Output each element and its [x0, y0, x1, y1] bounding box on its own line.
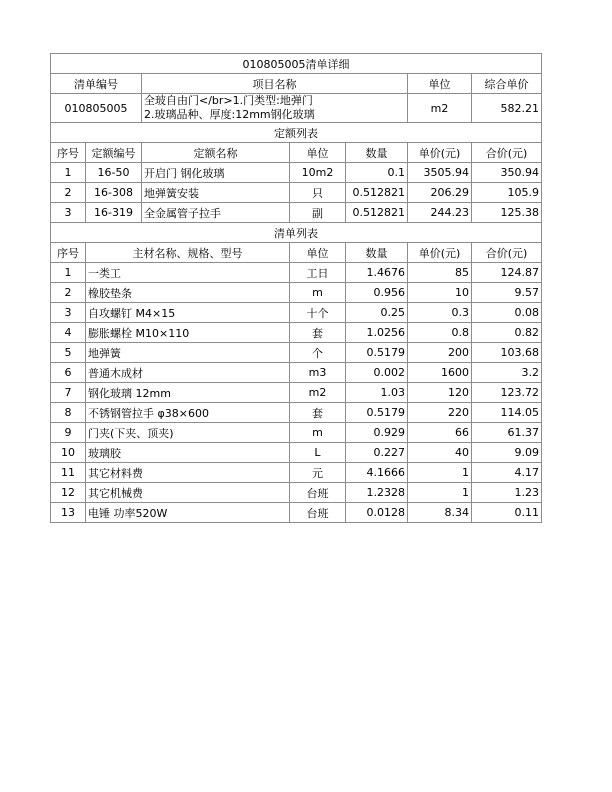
quota-col-no: 序号 — [51, 143, 86, 163]
quota-price: 244.23 — [408, 203, 472, 223]
material-unit: 套 — [290, 403, 346, 423]
material-name: 其它机械费 — [86, 483, 290, 503]
material-unit: 工日 — [290, 263, 346, 283]
material-price: 1600 — [408, 363, 472, 383]
material-col-unit: 单位 — [290, 243, 346, 263]
material-row — [51, 403, 542, 423]
material-no: 8 — [51, 403, 86, 423]
material-price: 220 — [408, 403, 472, 423]
unit-header: 单位 — [408, 74, 472, 94]
material-qty: 0.5179 — [346, 403, 408, 423]
item-row — [51, 94, 542, 123]
material-unit: 台班 — [290, 483, 346, 503]
quota-code: 16-308 — [86, 183, 142, 203]
material-qty: 1.4676 — [346, 263, 408, 283]
material-total: 124.87 — [472, 263, 542, 283]
material-total: 61.37 — [472, 423, 542, 443]
quota-section-title: 定额列表 — [51, 123, 542, 143]
material-row — [51, 503, 542, 523]
material-price: 0.3 — [408, 303, 472, 323]
quota-no: 1 — [51, 163, 86, 183]
material-unit: 台班 — [290, 503, 346, 523]
material-total: 0.11 — [472, 503, 542, 523]
material-name: 钢化玻璃 12mm — [86, 383, 290, 403]
material-total: 3.2 — [472, 363, 542, 383]
material-row — [51, 323, 542, 343]
material-row — [51, 483, 542, 503]
material-name: 普通木成材 — [86, 363, 290, 383]
quota-code: 16-50 — [86, 163, 142, 183]
material-qty: 1.03 — [346, 383, 408, 403]
quota-name: 地弹簧安装 — [142, 183, 290, 203]
material-total: 1.23 — [472, 483, 542, 503]
material-qty: 1.0256 — [346, 323, 408, 343]
material-unit: 套 — [290, 323, 346, 343]
material-qty: 0.002 — [346, 363, 408, 383]
material-no: 2 — [51, 283, 86, 303]
material-section-title-row — [51, 223, 542, 243]
material-no: 11 — [51, 463, 86, 483]
material-price: 66 — [408, 423, 472, 443]
item-description — [142, 94, 408, 123]
material-unit: 元 — [290, 463, 346, 483]
material-price: 120 — [408, 383, 472, 403]
material-qty: 0.25 — [346, 303, 408, 323]
material-row — [51, 303, 542, 323]
material-price: 40 — [408, 443, 472, 463]
quota-col-price: 单价(元) — [408, 143, 472, 163]
material-row — [51, 283, 542, 303]
material-row — [51, 463, 542, 483]
material-unit: L — [290, 443, 346, 463]
sheet-title: 010805005清单详细 — [51, 54, 542, 74]
material-col-name: 主材名称、规格、型号 — [86, 243, 290, 263]
title-row — [51, 54, 542, 74]
material-row — [51, 263, 542, 283]
item-header-row — [51, 74, 542, 94]
quota-row — [51, 203, 542, 223]
quota-unit: 副 — [290, 203, 346, 223]
material-row — [51, 443, 542, 463]
material-col-no: 序号 — [51, 243, 86, 263]
material-name: 门夹(下夹、顶夹) — [86, 423, 290, 443]
material-price: 1 — [408, 463, 472, 483]
material-name: 一类工 — [86, 263, 290, 283]
quota-no: 2 — [51, 183, 86, 203]
material-unit: m — [290, 423, 346, 443]
material-qty: 0.227 — [346, 443, 408, 463]
material-col-qty: 数量 — [346, 243, 408, 263]
quota-unit: 只 — [290, 183, 346, 203]
item-description-line1: 全玻自由门</br>1.门类型:地弹门 — [144, 94, 313, 107]
material-price: 85 — [408, 263, 472, 283]
material-unit: m2 — [290, 383, 346, 403]
material-total: 114.05 — [472, 403, 542, 423]
material-col-total: 合价(元) — [472, 243, 542, 263]
material-unit: 十个 — [290, 303, 346, 323]
material-col-price: 单价(元) — [408, 243, 472, 263]
quota-total: 105.9 — [472, 183, 542, 203]
material-qty: 0.929 — [346, 423, 408, 443]
material-total: 0.82 — [472, 323, 542, 343]
quota-header-row — [51, 143, 542, 163]
material-row — [51, 363, 542, 383]
material-no: 12 — [51, 483, 86, 503]
material-total: 123.72 — [472, 383, 542, 403]
material-row — [51, 383, 542, 403]
material-row — [51, 423, 542, 443]
quota-row — [51, 183, 542, 203]
material-total: 0.08 — [472, 303, 542, 323]
material-qty: 0.0128 — [346, 503, 408, 523]
material-total: 4.17 — [472, 463, 542, 483]
quota-price: 3505.94 — [408, 163, 472, 183]
quota-total: 350.94 — [472, 163, 542, 183]
material-no: 4 — [51, 323, 86, 343]
quota-col-code: 定额编号 — [86, 143, 142, 163]
item-code: 010805005 — [51, 94, 142, 123]
quota-col-name: 定额名称 — [142, 143, 290, 163]
material-name: 其它材料费 — [86, 463, 290, 483]
material-no: 1 — [51, 263, 86, 283]
material-header-row — [51, 243, 542, 263]
quota-row — [51, 163, 542, 183]
material-no: 6 — [51, 363, 86, 383]
material-price: 200 — [408, 343, 472, 363]
material-section-title: 清单列表 — [51, 223, 542, 243]
quota-no: 3 — [51, 203, 86, 223]
quota-qty: 0.512821 — [346, 183, 408, 203]
item-description-line2: 2.玻璃品种、厚度:12mm钢化玻璃 — [144, 108, 315, 121]
quota-name: 全金属管子拉手 — [142, 203, 290, 223]
bill-detail-table — [50, 53, 542, 523]
material-name: 橡胶垫条 — [86, 283, 290, 303]
item-unit: m2 — [408, 94, 472, 123]
material-no: 13 — [51, 503, 86, 523]
code-header: 清单编号 — [51, 74, 142, 94]
quota-col-unit: 单位 — [290, 143, 346, 163]
material-name: 电锤 功率520W — [86, 503, 290, 523]
material-price: 1 — [408, 483, 472, 503]
quota-total: 125.38 — [472, 203, 542, 223]
material-unit: m3 — [290, 363, 346, 383]
material-price: 8.34 — [408, 503, 472, 523]
material-qty: 4.1666 — [346, 463, 408, 483]
material-unit: 个 — [290, 343, 346, 363]
material-qty: 1.2328 — [346, 483, 408, 503]
material-no: 7 — [51, 383, 86, 403]
material-name: 地弹簧 — [86, 343, 290, 363]
material-total: 9.09 — [472, 443, 542, 463]
material-name: 玻璃胶 — [86, 443, 290, 463]
material-total: 9.57 — [472, 283, 542, 303]
quota-section-title-row — [51, 123, 542, 143]
price-header: 综合单价 — [472, 74, 542, 94]
material-no: 5 — [51, 343, 86, 363]
quota-code: 16-319 — [86, 203, 142, 223]
material-row — [51, 343, 542, 363]
name-header: 项目名称 — [142, 74, 408, 94]
material-price: 0.8 — [408, 323, 472, 343]
quota-price: 206.29 — [408, 183, 472, 203]
material-name: 膨胀螺栓 M10×110 — [86, 323, 290, 343]
quota-col-qty: 数量 — [346, 143, 408, 163]
material-qty: 0.5179 — [346, 343, 408, 363]
material-total: 103.68 — [472, 343, 542, 363]
material-name: 自攻螺钉 M4×15 — [86, 303, 290, 323]
item-price: 582.21 — [472, 94, 542, 123]
quota-col-total: 合价(元) — [472, 143, 542, 163]
material-no: 9 — [51, 423, 86, 443]
quota-qty: 0.1 — [346, 163, 408, 183]
quota-qty: 0.512821 — [346, 203, 408, 223]
material-no: 10 — [51, 443, 86, 463]
material-unit: m — [290, 283, 346, 303]
material-no: 3 — [51, 303, 86, 323]
quota-unit: 10m2 — [290, 163, 346, 183]
material-qty: 0.956 — [346, 283, 408, 303]
material-price: 10 — [408, 283, 472, 303]
material-name: 不锈钢管拉手 φ38×600 — [86, 403, 290, 423]
quota-name: 开启门 钢化玻璃 — [142, 163, 290, 183]
